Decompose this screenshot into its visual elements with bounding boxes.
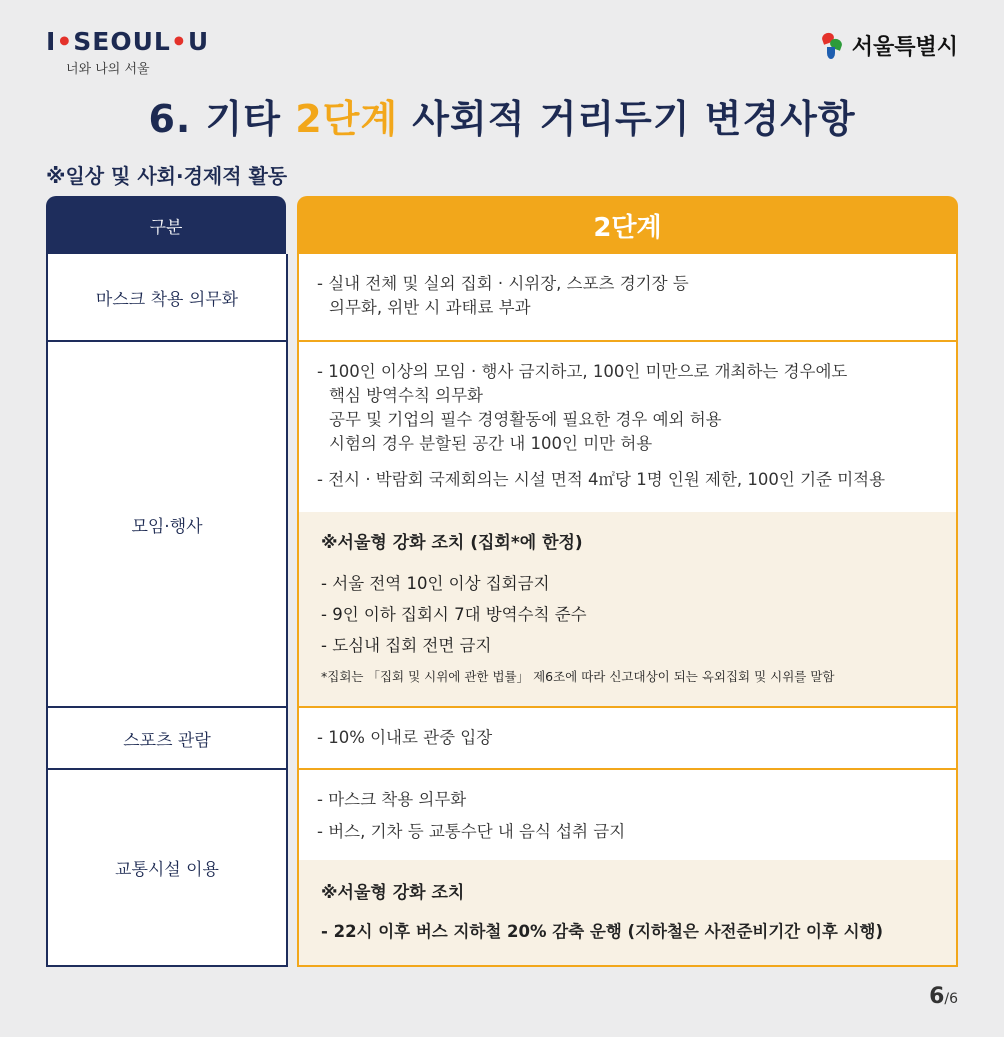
header-level-2: 2단계 — [297, 196, 958, 254]
logo-word-seoul: SEOUL — [73, 27, 171, 56]
gathering-rule-line: 공무 및 기업의 필수 경영활동에 필요한 경우 예외 허용 — [329, 410, 722, 429]
gathering-rule-line: - 100인 이상의 모임 · 행사 금지하고, 100인 미만으로 개최하는 경우에도 — [317, 362, 848, 381]
gathering-rule-line: 시험의 경우 분할된 공간 내 100인 미만 허용 — [329, 434, 653, 453]
section-subtitle: ※일상 및 사회·경제적 활동 — [46, 164, 288, 188]
seoul-symbol-icon — [816, 31, 846, 61]
page-total: /6 — [944, 991, 958, 1007]
box-heading: ※서울형 강화 조치 (집회*에 한정) — [321, 533, 583, 553]
row-divider — [299, 706, 956, 708]
transport-rule: - 마스크 착용 의무화 — [317, 790, 467, 809]
logo-main-text — [46, 28, 209, 56]
page-title — [0, 88, 1004, 143]
title-prefix: 6. 기타 — [148, 97, 296, 141]
gathering-rule-1 — [317, 360, 847, 456]
row-divider — [299, 768, 956, 770]
page-current: 6 — [929, 984, 945, 1009]
category-mask: 마스크 착용 의무화 — [95, 289, 239, 310]
gathering-rule-2: - 전시 · 박람회 국제회의는 시설 면적 4㎡당 1명 인원 제한, 100인 기준 미적용 — [317, 470, 886, 489]
mask-rule — [317, 272, 689, 320]
box-footnote: *집회는 「집회 및 시위에 관한 법률」 제6조에 따라 신고대상이 되는 옥외집회 및 시위를 말함 — [321, 669, 835, 684]
logo-letter-i: I — [46, 27, 57, 56]
transport-rule: - 버스, 기차 등 교통수단 내 음식 섭취 금지 — [317, 822, 626, 841]
seoul-transport-measures-box — [299, 860, 956, 965]
mask-rule-line1: - 실내 전체 및 실외 집회 · 시위장, 스포츠 경기장 등 — [317, 274, 689, 293]
category-column — [46, 254, 288, 967]
seoul-city-logo — [816, 30, 958, 61]
seoul-city-name: 서울특별시 — [851, 35, 958, 60]
box-item: - 도심내 집회 전면 금지 — [321, 636, 492, 655]
level-2-column — [297, 254, 958, 967]
gathering-rule-line: 핵심 방역수칙 의무화 — [329, 386, 483, 405]
header-category: 구분 — [46, 196, 286, 254]
page-indicator — [929, 984, 958, 1009]
mask-rule-line2: 의무화, 위반 시 과태료 부과 — [329, 298, 531, 317]
title-suffix: 사회적 거리두기 변경사항 — [398, 97, 856, 141]
logo-dot: • — [56, 27, 74, 56]
box-item: - 22시 이후 버스 지하철 20% 감축 운행 (지하철은 사전준비기간 이후 시행) — [321, 922, 883, 941]
box-item: - 9인 이하 집회시 7대 방역수칙 준수 — [321, 605, 587, 624]
category-gathering: 모임·행사 — [131, 516, 203, 537]
row-divider — [299, 340, 956, 342]
category-sports: 스포츠 관람 — [123, 730, 211, 751]
sports-rule: - 10% 이내로 관중 입장 — [317, 728, 493, 747]
seoul-enhanced-measures-box — [299, 512, 956, 706]
box-item: - 서울 전역 10인 이상 집회금지 — [321, 574, 550, 593]
title-highlight: 2단계 — [295, 97, 399, 141]
logo-letter-u: U — [187, 27, 210, 56]
box-heading: ※서울형 강화 조치 — [321, 883, 465, 903]
i-seoul-u-logo — [46, 28, 209, 77]
category-transport: 교통시설 이용 — [115, 860, 219, 880]
logo-slogan: 너와 나의 서울 — [66, 62, 150, 77]
logo-dot: • — [170, 27, 188, 56]
